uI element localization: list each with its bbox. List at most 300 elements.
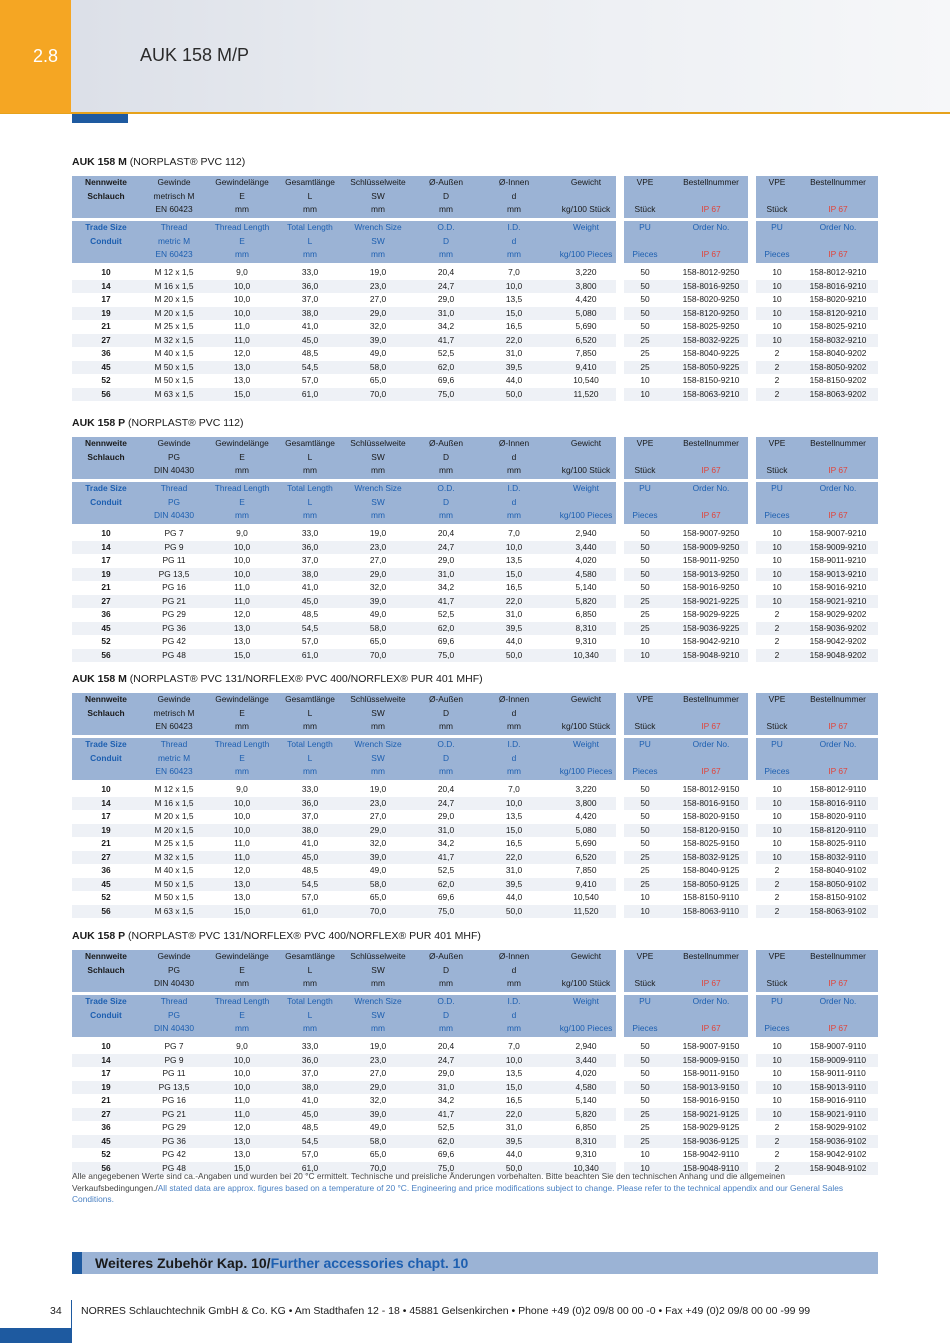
header-en-col-7-line-0: Weight: [573, 483, 599, 493]
table-cell: 4,020: [575, 555, 597, 565]
row-gap: [748, 851, 756, 865]
header-de-col-4-line-2: mm: [371, 721, 385, 731]
header-en-col-2-line-1: E: [239, 235, 245, 246]
table-cell: 158-8120-9250: [682, 307, 740, 318]
table-cell: 2: [774, 905, 780, 916]
table-cell: 39,5: [505, 1135, 523, 1146]
header-de-col-10-line-1: [756, 451, 798, 465]
table-cell: 75,0: [437, 388, 455, 399]
table-cell: PG 9: [164, 541, 184, 552]
table-cell: 158-8032-9110: [809, 851, 867, 862]
row-gap: [616, 307, 624, 321]
header-de-col-2-line-1: E: [239, 451, 245, 462]
table-cell: 158-9013-9110: [809, 1081, 867, 1092]
table-cell: 158-9011-9110: [810, 1068, 866, 1078]
table-cell: 3,220: [575, 784, 597, 794]
row-gap: [748, 1081, 756, 1095]
table-cell: 50: [640, 1041, 650, 1051]
header-de-col-0-line-2: [72, 203, 140, 217]
header-en-col-10-line-1: [756, 496, 798, 510]
table-cell: 41,0: [301, 582, 319, 592]
table-title-product: AUK 158 P: [72, 930, 126, 942]
header-en-col-4-line-0: Wrench Size: [354, 996, 402, 1006]
table-cell: 69,6: [437, 636, 455, 646]
header-en-col-5-line-2: mm: [439, 1023, 453, 1033]
header-en-col-6-line-1: d: [511, 235, 517, 246]
table-cell: 52: [101, 1149, 111, 1159]
table-cell: 50: [640, 555, 650, 565]
header-en-col-7-line-1: [548, 752, 624, 766]
table-cell: 10,0: [233, 280, 251, 291]
table-cell: 31,0: [505, 1122, 523, 1132]
header-en-col-9-line-2: IP 67: [701, 510, 721, 520]
table-cell: 7,0: [508, 784, 520, 794]
header-en-col-0-line-2: [72, 765, 140, 779]
table-row: [72, 1081, 878, 1095]
table-row: [72, 878, 878, 892]
header-gap: [616, 738, 624, 780]
header-en-col-3-line-1: L: [307, 496, 313, 507]
table-cell: PG 29: [162, 609, 186, 619]
header-de-col-6-line-0: Ø-Innen: [498, 177, 530, 187]
table-cell: 52: [101, 636, 111, 646]
header-de-col-6-line-2: mm: [507, 465, 521, 475]
table-cell: 4,420: [575, 294, 597, 304]
header-en-col-10-line-0: PU: [771, 739, 783, 749]
table-cell: 158-8040-9125: [682, 865, 740, 875]
table-cell: 10: [640, 388, 650, 399]
header-divider: [0, 112, 950, 114]
table-cell: 50,0: [505, 388, 523, 399]
header-en-col-11-line-1: [798, 752, 878, 766]
header-en-col-7-line-2: kg/100 Pieces: [559, 1023, 613, 1033]
row-gap: [748, 361, 756, 375]
table-cell: 21: [101, 838, 111, 848]
row-gap: [748, 266, 756, 280]
table-row: [72, 635, 878, 649]
row-gap: [748, 554, 756, 568]
table-cell: 25: [640, 865, 650, 875]
row-gap: [616, 1067, 624, 1081]
header-en-col-8-line-2: Pieces: [632, 766, 658, 776]
table-cell: M 50 x 1,5: [154, 878, 194, 889]
header-en-col-6-line-2: mm: [507, 766, 521, 776]
table-cell: 13,5: [505, 294, 523, 304]
table-cell: 52,5: [437, 1122, 455, 1132]
header-en-col-2-line-0: Thread Length: [214, 739, 270, 749]
table-cell: 29,0: [437, 555, 455, 565]
table-cell: 56: [101, 388, 111, 399]
header-de-col-6-line-2: mm: [507, 721, 521, 731]
table-cell: M 32 x 1,5: [154, 334, 194, 345]
table-cell: 158-8025-9150: [682, 838, 740, 848]
header-en-col-5-line-1: D: [442, 752, 450, 763]
header-gap: [748, 693, 756, 735]
header-en-col-1-line-2: DIN 40430: [153, 510, 195, 520]
table-cell: 158-8063-9102: [809, 905, 867, 916]
table-cell: 15,0: [505, 1081, 523, 1092]
row-gap: [616, 649, 624, 663]
table-cell: M 16 x 1,5: [154, 797, 194, 808]
table-cell: 2: [774, 865, 780, 875]
table-cell: 158-9007-9250: [682, 528, 740, 538]
table-cell: 158-8032-9210: [809, 334, 867, 345]
row-gap: [616, 266, 624, 280]
header-de-col-5-line-1: D: [442, 451, 450, 462]
table-cell: 158-9009-9150: [682, 1054, 740, 1065]
table-cell: 158-9036-9125: [682, 1135, 740, 1146]
header-en-col-4-line-0: Wrench Size: [354, 739, 402, 749]
header-en-col-0-line-2: [72, 509, 140, 523]
table-cell: M 63 x 1,5: [154, 905, 194, 916]
row-gap: [616, 824, 624, 838]
table-cell: 32,0: [369, 838, 387, 848]
header-de-col-4-line-0: Schlüsselweite: [350, 177, 406, 187]
table-title: [72, 156, 245, 168]
header-de-col-10-line-0: VPE: [768, 694, 786, 704]
row-gap: [616, 837, 624, 851]
header-de-col-11-line-2: IP 67: [828, 204, 848, 214]
header-de-col-7-line-0: Gewicht: [570, 438, 602, 448]
table-cell: 52: [101, 892, 111, 902]
table-cell: 34,2: [437, 582, 455, 592]
header-en-col-1-line-0: Thread: [160, 739, 188, 749]
table-cell: 2: [774, 892, 780, 902]
header-de: [72, 950, 878, 992]
table-cell: M 20 x 1,5: [154, 824, 194, 835]
row-gap: [748, 810, 756, 824]
header-de-col-1-line-1: metrisch M: [153, 707, 195, 718]
header-de-col-4-line-0: Schlüsselweite: [350, 694, 406, 704]
header-de-col-2-line-2: mm: [235, 978, 249, 988]
header-de-col-9-line-2: IP 67: [701, 204, 721, 214]
table-cell: 158-9011-9250: [682, 555, 740, 565]
table-cell: 158-9036-9102: [809, 1135, 867, 1146]
header-en-col-1-line-0: Thread: [160, 222, 188, 232]
table-row: [72, 293, 878, 307]
table-cell: 158-8063-9110: [682, 905, 740, 916]
header-de-col-4-line-1: SW: [371, 964, 385, 975]
table-cell: 48,5: [301, 1122, 319, 1132]
header-en-col-0-line-0: Trade Size: [85, 739, 127, 749]
table-cell: 37,0: [301, 294, 319, 304]
table-cell: 158-8020-9110: [809, 811, 867, 821]
table-cell: 36,0: [301, 797, 319, 808]
header-en-col-2-line-0: Thread Length: [214, 222, 270, 232]
header-de-col-7-line-0: Gewicht: [570, 177, 602, 187]
table-cell: 21: [101, 582, 111, 592]
table-cell: 22,0: [505, 851, 523, 862]
table-cell: 65,0: [369, 636, 387, 646]
table-cell: 13,0: [233, 878, 251, 889]
table-cell: 158-9016-9210: [809, 582, 867, 592]
table-cell: 31,0: [505, 609, 523, 619]
table-cell: 27: [101, 1108, 111, 1119]
table-cell: 19,0: [369, 267, 387, 277]
row-gap: [748, 595, 756, 609]
header-de-col-11-line-2: IP 67: [828, 978, 848, 988]
header-de-col-7-line-2: kg/100 Stück: [561, 204, 611, 214]
table-cell: 158-8012-9110: [809, 784, 867, 794]
table-cell: 25: [640, 348, 650, 358]
header-en-col-6-line-0: I.D.: [507, 996, 521, 1006]
table-cell: 50: [640, 1081, 650, 1092]
table-cell: 41,7: [437, 851, 455, 862]
table-cell: 16,5: [505, 321, 523, 331]
table-cell: M 50 x 1,5: [154, 892, 194, 902]
table-cell: 2: [774, 636, 780, 646]
table-cell: 158-9048-9102: [809, 1162, 867, 1173]
table-cell: 158-9048-9110: [682, 1162, 740, 1173]
table-cell: 25: [640, 851, 650, 862]
header-de-col-9-line-2: IP 67: [701, 465, 721, 475]
table-cell: 19: [101, 568, 111, 579]
table-cell: 158-8016-9250: [682, 280, 740, 291]
table-row: [72, 1108, 878, 1122]
header-de-col-7-line-1: [548, 190, 624, 204]
table-title-product: AUK 158 M: [72, 673, 127, 685]
row-gap: [748, 347, 756, 361]
header-de-col-6-line-0: Ø-Innen: [498, 694, 530, 704]
table-cell: 10: [772, 307, 782, 318]
table-cell: 65,0: [369, 1149, 387, 1159]
table-cell: 158-8120-9210: [809, 307, 867, 318]
table-cell: 10,340: [573, 649, 599, 660]
table-cell: 45: [101, 1135, 111, 1146]
header-en-col-0-line-2: [72, 1022, 140, 1036]
header-en-col-0-line-2: [72, 248, 140, 262]
header-en-col-9-line-0: Order No.: [692, 739, 730, 749]
header-en-col-7-line-2: kg/100 Pieces: [559, 510, 613, 520]
table-cell: 10,0: [233, 797, 251, 808]
header-en-col-4-line-1: SW: [371, 752, 385, 763]
row-gap: [748, 1054, 756, 1068]
table-cell: 15,0: [233, 388, 251, 399]
table-cell: 75,0: [437, 649, 455, 660]
table-cell: PG 9: [164, 1054, 184, 1065]
table-cell: 50,0: [505, 1162, 523, 1173]
table-cell: 38,0: [301, 568, 319, 579]
header-en-col-10-line-2: Pieces: [764, 766, 790, 776]
table-title-material: (NORPLAST® PVC 112): [126, 156, 246, 168]
table-cell: 158-8120-9150: [682, 824, 740, 835]
table-cell: 54,5: [301, 1135, 319, 1146]
table-cell: 58,0: [369, 878, 387, 889]
table-cell: 10: [772, 595, 782, 606]
header-de-col-2-line-2: mm: [235, 721, 249, 731]
table-cell: 31,0: [437, 824, 455, 835]
table-cell: 158-9007-9150: [682, 1041, 740, 1051]
header-gap: [616, 221, 624, 263]
table-row: [72, 374, 878, 388]
header-de-col-0-line-1: Schlauch: [87, 451, 125, 462]
row-gap: [616, 1081, 624, 1095]
table-cell: 10: [640, 1162, 650, 1173]
table-cell: 16,5: [505, 582, 523, 592]
table-cell: 48,5: [301, 865, 319, 875]
table-cell: 158-8040-9202: [809, 348, 867, 358]
table-cell: 20,4: [437, 1041, 455, 1051]
table-cell: 13,0: [233, 1149, 251, 1159]
table-cell: 158-9009-9250: [682, 541, 740, 552]
table-cell: 2: [774, 649, 780, 660]
table-cell: 38,0: [301, 307, 319, 318]
table-cell: 3,800: [575, 280, 597, 291]
header-en-col-11-line-0: Order No.: [819, 222, 857, 232]
table-cell: 10: [640, 905, 650, 916]
table-cell: 52,5: [437, 865, 455, 875]
table-cell: 48,5: [301, 609, 319, 619]
table-cell: 7,0: [508, 1041, 520, 1051]
table-cell: 50: [640, 1095, 650, 1105]
table-cell: 27: [101, 595, 111, 606]
table-cell: 158-8120-9110: [809, 824, 867, 835]
table-cell: 33,0: [301, 1041, 319, 1051]
table-cell: 19: [101, 1081, 111, 1092]
header-en-col-9-line-2: IP 67: [701, 1023, 721, 1033]
row-gap: [748, 320, 756, 334]
header-de-col-0-line-1: Schlauch: [87, 190, 125, 201]
footnote-de: Alle angegebenen Werte sind ca.-Angaben und wurden bei 20 °C ermittelt. Technische und preisliche Änderungen vorbehalten. Bitte beachten Sie den technischen Anhang und die allgemeinen Verkaufsbedingungen./: [72, 1171, 786, 1193]
table-cell: 13,5: [505, 811, 523, 821]
header-de-col-0-line-2: [72, 464, 140, 478]
table-cell: 158-9013-9210: [809, 568, 867, 579]
table-cell: 17: [101, 1068, 111, 1078]
header-en-col-5-line-0: O.D.: [437, 739, 455, 749]
table-cell: 13,0: [233, 622, 251, 633]
table-cell: 158-8050-9225: [682, 361, 740, 372]
table-cell: 37,0: [301, 555, 319, 565]
header-en-col-10-line-2: Pieces: [764, 510, 790, 520]
table-cell: 39,0: [369, 334, 387, 345]
table-cell: 19: [101, 307, 111, 318]
header-en-col-3-line-1: L: [307, 1009, 313, 1020]
table-cell: 9,410: [575, 878, 597, 889]
table-cell: 3,220: [575, 267, 597, 277]
table-cell: 37,0: [301, 1068, 319, 1078]
table-cell: 14: [101, 280, 111, 291]
table-cell: 75,0: [437, 1162, 455, 1173]
table-cell: 10,0: [233, 541, 251, 552]
table-cell: 14: [101, 1054, 111, 1065]
table-cell: M 63 x 1,5: [154, 388, 194, 399]
header-de-col-3-line-1: L: [307, 964, 313, 975]
header-de-col-8-line-0: VPE: [636, 438, 654, 448]
table-cell: 2: [774, 1135, 780, 1146]
table-cell: 9,0: [236, 528, 248, 538]
table-cell: 10: [772, 321, 782, 331]
header-de-col-5-line-1: D: [442, 190, 450, 201]
row-gap: [616, 905, 624, 919]
table-cell: PG 21: [162, 595, 186, 606]
table-cell: 9,310: [575, 636, 597, 646]
table-cell: 10,0: [233, 294, 251, 304]
table-cell: 10: [772, 811, 782, 821]
table-row: [72, 320, 878, 334]
table-cell: 33,0: [301, 528, 319, 538]
table-cell: 20,4: [437, 528, 455, 538]
table-cell: 39,5: [505, 361, 523, 372]
row-gap: [748, 293, 756, 307]
table-title: [72, 930, 481, 942]
table-cell: 158-8050-9102: [809, 878, 867, 889]
table-cell: 158-8150-9102: [809, 892, 867, 902]
header-en-col-3-line-1: L: [307, 235, 313, 246]
row-gap: [748, 1148, 756, 1162]
header-de-col-3-line-2: mm: [303, 204, 317, 214]
row-gap: [616, 1108, 624, 1122]
header-en-col-8-line-2: Pieces: [632, 510, 658, 520]
table-cell: 10,540: [573, 892, 599, 902]
header-de-col-4-line-0: Schlüsselweite: [350, 951, 406, 961]
header-de-col-8-line-2: Stück: [634, 204, 656, 214]
header-de-col-6-line-2: mm: [507, 978, 521, 988]
header-de-col-2-line-2: mm: [235, 204, 249, 214]
header-de: [72, 176, 878, 218]
row-gap: [748, 527, 756, 541]
accessories-link[interactable]: [95, 1255, 468, 1271]
header-de-col-11-line-1: [798, 964, 878, 978]
table-cell: 13,5: [505, 1068, 523, 1078]
header-de-col-5-line-0: Ø-Außen: [429, 951, 463, 961]
table-cell: 4,420: [575, 811, 597, 821]
table-row: [72, 280, 878, 294]
table-cell: 10: [640, 892, 650, 902]
table-cell: 158-8150-9210: [682, 375, 740, 385]
table-cell: 9,0: [236, 267, 248, 277]
table-cell: 158-9021-9110: [809, 1108, 867, 1119]
table-cell: 158-8025-9210: [809, 321, 867, 331]
row-gap: [748, 608, 756, 622]
table-cell: 52,5: [437, 609, 455, 619]
row-gap: [616, 608, 624, 622]
table-cell: 25: [640, 595, 650, 606]
table-cell: 24,7: [437, 1054, 455, 1065]
header-de-col-6-line-2: mm: [507, 204, 521, 214]
table-cell: 50: [640, 811, 650, 821]
header-de-col-8-line-2: Stück: [634, 721, 656, 731]
header-de-col-2-line-0: Gewindelänge: [215, 177, 269, 187]
header-en-col-9-line-1: [666, 496, 756, 510]
table-row: [72, 1121, 878, 1135]
table-cell: 34,2: [437, 838, 455, 848]
table-cell: 158-9016-9150: [682, 1095, 740, 1105]
table-cell: 11,0: [234, 595, 250, 606]
row-gap: [748, 541, 756, 555]
table-cell: 15,0: [505, 568, 523, 579]
header-de-col-2-line-0: Gewindelänge: [215, 951, 269, 961]
table-cell: 8,310: [575, 622, 597, 633]
header-en-col-9-line-0: Order No.: [692, 483, 730, 493]
header-en-col-5-line-0: O.D.: [437, 483, 455, 493]
row-gap: [748, 649, 756, 663]
header-en-col-10-line-1: [756, 235, 798, 249]
table-cell: 27,0: [369, 811, 387, 821]
table-cell: 11,0: [234, 1095, 250, 1105]
table-cell: 45: [101, 361, 111, 372]
header-de-col-9-line-0: Bestellnummer: [683, 951, 739, 961]
row-gap: [748, 891, 756, 905]
table-cell: 15,0: [233, 649, 251, 660]
table-cell: 9,0: [236, 1041, 248, 1051]
table-cell: 23,0: [369, 280, 387, 291]
table-cell: 50,0: [505, 649, 523, 660]
header-en-col-5-line-0: O.D.: [437, 222, 455, 232]
table-cell: 37,0: [301, 811, 319, 821]
table-cell: 25: [640, 878, 650, 889]
header-de-col-4-line-1: SW: [371, 451, 385, 462]
table-cell: 39,5: [505, 878, 523, 889]
